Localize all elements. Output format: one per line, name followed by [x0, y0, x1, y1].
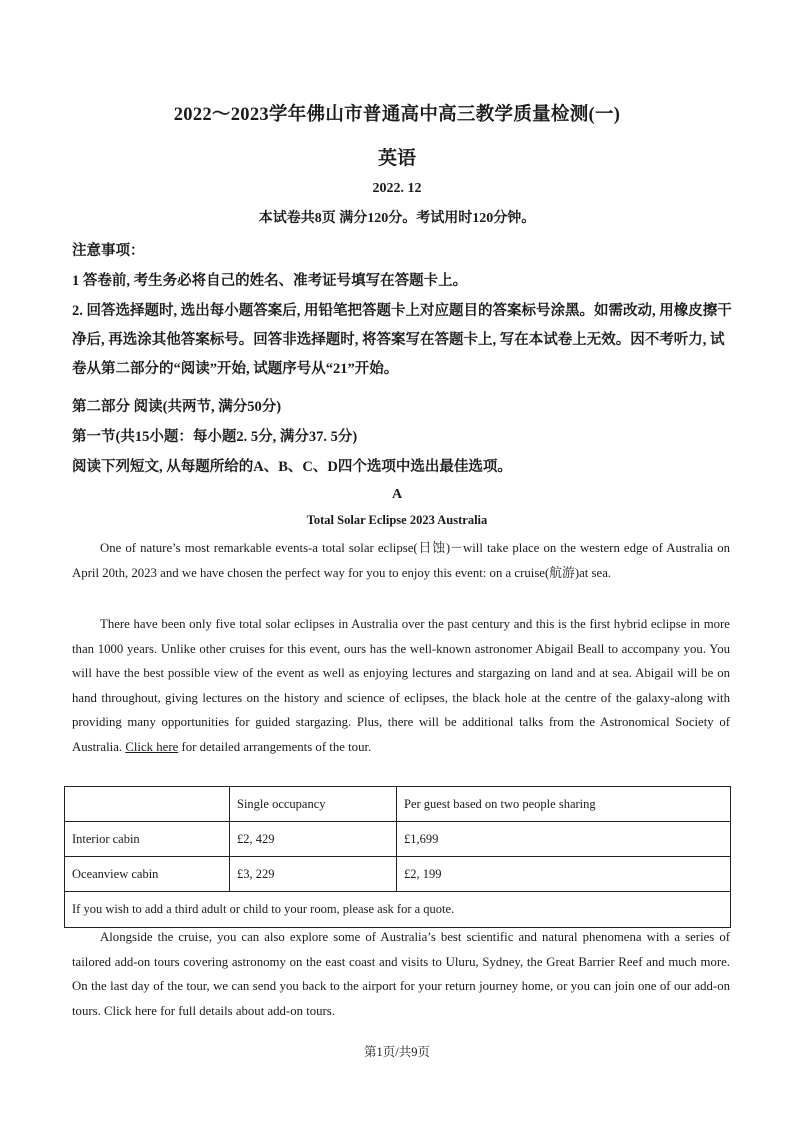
part-heading: 第二部分 阅读(共两节, 满分50分) [72, 399, 282, 415]
table-note-row [65, 892, 731, 928]
table-cell: Interior cabin [65, 822, 230, 857]
details-link[interactable]: Click here [125, 739, 179, 754]
notes-heading: 注意事项： [72, 243, 145, 259]
table-header-cell: Per guest based on two people sharing [397, 787, 731, 822]
note-item: 2. 回答选择题时, 选出每小题答案后, 用铅笔把答题卡上对应题目的答案标号涂黑。如需改动, 用橡皮擦干净后, 再选涂其他答案标号。回答非选择题时, 将答案写在答题卡上, 写在本试卷上无效。因不考听力, 试卷从第二部分的“阅读”开始, 试题序号从“21”开始。 [72, 303, 732, 377]
passage-paragraph [72, 612, 730, 759]
page-number: 第1页/共9页 [364, 1045, 430, 1059]
exam-date: 2022. 12 [372, 181, 422, 196]
table-cell: £1,699 [397, 822, 731, 857]
subject-title: 英语 [377, 148, 416, 169]
passage-paragraph: One of nature’s most remarkable events-a total solar eclipse(日蚀)－will take place on the western edge of Australia on April 20th, 2023 and we have chosen the perfect way for you to enjoy this event: on a cruise(航游)at sea. [72, 541, 730, 580]
table-header-cell [65, 787, 230, 822]
note-item: 1 答卷前, 考生务必将自己的姓名、准考证号填写在答题卡上。 [72, 273, 468, 289]
passage-letter: A [391, 487, 403, 502]
table-cell: Oceanview cabin [65, 857, 230, 892]
paragraph-text: for detailed arrangements of the tour. [181, 739, 372, 754]
section-instruction: 阅读下列短文, 从每题所给的A、B、C、D四个选项中选出最佳选项。 [72, 459, 512, 475]
table-row [65, 857, 731, 892]
paragraph-text: There have been only five total solar eclipses in Australia over the past century and this is the first hybrid eclipse in more than 1000 years. Unlike other cruises for this event, ours has the well-known astronomer Abigail Beall to accompany you. You will have the best possible view of the event as well as enjoying lectures and stargazing on land and at sea. Abigail will be on hand throughout, giving lectures on the history and science of eclipses, the black hole at the centre of the galaxy-along with providing many opportunities for guided stargazing. Plus, there will be additional talks from the Astronomical Society of Australia. [72, 617, 730, 754]
table-row [65, 822, 731, 857]
exam-info: 本试卷共8页 满分120分。考试用时120分钟。 [258, 211, 536, 226]
table-cell: £2, 199 [397, 857, 731, 892]
price-table [64, 786, 731, 928]
passage-title: Total Solar Eclipse 2023 Australia [306, 513, 488, 527]
table-cell: £2, 429 [230, 822, 397, 857]
table-header-cell: Single occupancy [230, 787, 397, 822]
table-cell: £3, 229 [230, 857, 397, 892]
passage-paragraph: Alongside the cruise, you can also explore some of Australia’s best scientific and natural phenomena with a series of tailored add-on tours covering astronomy on the east coast and visits to Uluru, Sydney, the Great Barrier Reef and much more. On the last day of the tour, we can send you back to the airport for your return journey home, or you can join one of our add-on tours. Click here for full details about add-on tours. [72, 930, 730, 1018]
table-note: If you wish to add a third adult or child to your room, please ask for a quote. [65, 892, 731, 928]
page-title: 2022～2023学年佛山市普通高中高三教学质量检测(一) [173, 105, 621, 125]
table-header-row [65, 787, 731, 822]
section-heading: 第一节(共15小题：每小题2. 5分, 满分37. 5分) [72, 429, 358, 445]
